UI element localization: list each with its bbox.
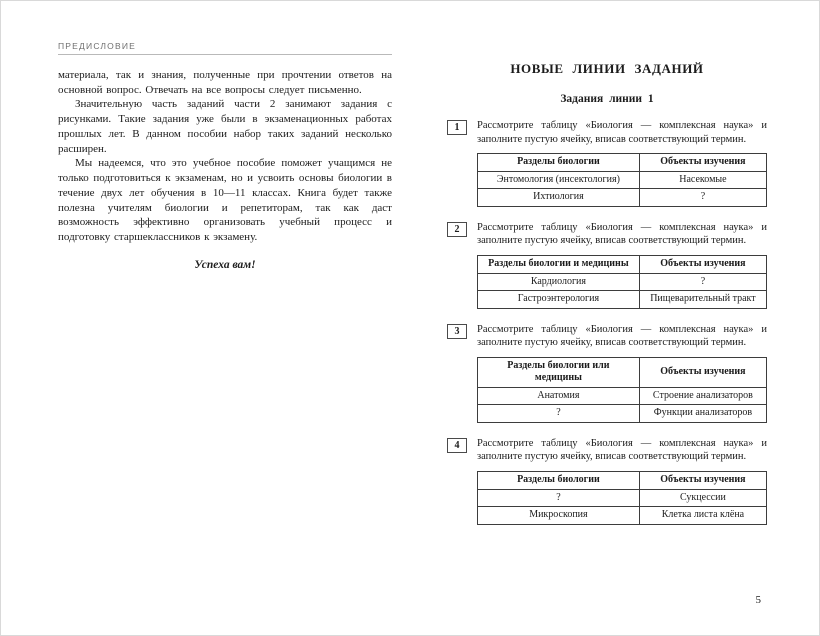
preface-signoff: Успеха вам! bbox=[194, 258, 256, 271]
table-cell: ? bbox=[639, 273, 766, 291]
table-cell: Строение анализаторов bbox=[639, 387, 766, 405]
left-column bbox=[58, 41, 392, 271]
task-prompt: Рассмотрите таблицу «Биология — комплексная наука» и заполните пустую ячейку, вписав соответствующий термин. bbox=[477, 437, 767, 463]
task-4 bbox=[447, 437, 767, 525]
table-cell: Микроскопия bbox=[478, 507, 640, 525]
table-cell: Насекомые bbox=[639, 171, 766, 189]
task-body bbox=[477, 437, 767, 525]
task-number: 3 bbox=[447, 324, 467, 339]
table-header-row bbox=[478, 154, 767, 172]
running-header: ПРЕДИСЛОВИЕ bbox=[58, 41, 137, 51]
table-cell: ? bbox=[639, 189, 766, 207]
table-cell: Сукцессии bbox=[639, 489, 766, 507]
task-table bbox=[477, 357, 767, 423]
right-column bbox=[447, 61, 767, 539]
table-row bbox=[478, 489, 767, 507]
table-header-cell: Разделы биологии и медицины bbox=[478, 256, 640, 274]
table-cell: Клетка листа клёна bbox=[639, 507, 766, 525]
table-row bbox=[478, 273, 767, 291]
table-cell: Гастроэнтерология bbox=[478, 291, 640, 309]
task-body bbox=[477, 119, 767, 207]
task-prompt: Рассмотрите таблицу «Биология — комплексная наука» и заполните пустую ячейку, вписав соответствующий термин. bbox=[477, 221, 767, 247]
table-header-cell: Объекты изучения bbox=[639, 154, 766, 172]
section-title: НОВЫЕ ЛИНИИ ЗАДАНИЙ bbox=[510, 61, 704, 76]
page-number: 5 bbox=[755, 594, 761, 606]
task-table bbox=[477, 153, 767, 207]
preface-paragraph: материала, так и знания, полученные при прочтении ответов на основной вопрос. Отвечать на все вопросы следует письменно. bbox=[58, 69, 392, 96]
task-body bbox=[477, 221, 767, 309]
header-rule bbox=[58, 54, 392, 55]
table-row bbox=[478, 189, 767, 207]
table-header-cell: Разделы биологии bbox=[478, 472, 640, 490]
table-header-cell: Разделы биологии или медицины bbox=[478, 357, 640, 387]
table-header-row bbox=[478, 472, 767, 490]
table-cell: Анатомия bbox=[478, 387, 640, 405]
task-body bbox=[477, 323, 767, 423]
table-row bbox=[478, 405, 767, 423]
table-row bbox=[478, 387, 767, 405]
table-cell: ? bbox=[478, 489, 640, 507]
task-table bbox=[477, 471, 767, 525]
table-cell: Энтомология (инсектология) bbox=[478, 171, 640, 189]
table-row bbox=[478, 507, 767, 525]
task-number: 1 bbox=[447, 120, 467, 135]
table-header-cell: Разделы биологии bbox=[478, 154, 640, 172]
table-header-row bbox=[478, 256, 767, 274]
table-row bbox=[478, 171, 767, 189]
task-prompt: Рассмотрите таблицу «Биология — комплексная наука» и заполните пустую ячейку, вписав соответствующий термин. bbox=[477, 323, 767, 349]
task-prompt: Рассмотрите таблицу «Биология — комплексная наука» и заполните пустую ячейку, вписав соответствующий термин. bbox=[477, 120, 767, 145]
table-cell: Пищеварительный тракт bbox=[639, 291, 766, 309]
table-header-row bbox=[478, 357, 767, 387]
subsection-title: Задания линии 1 bbox=[560, 93, 654, 105]
preface-paragraph: Мы надеемся, что это учебное пособие поможет учащимся не только подготовиться к экзаменам, но и усвоить основы биологии в течение двух лет обучения в 10—11 классах. Книга будет также полезна учителям биологии и репетиторам, так как даст возможность эффективно организовать учебный процесс и подготовку старшеклассников к экзамену. bbox=[58, 157, 392, 244]
table-cell: Функции анализаторов bbox=[639, 405, 766, 423]
task-table bbox=[477, 255, 767, 309]
preface-paragraph: Значительную часть заданий части 2 занимают задания с рисунками. Такие задания уже были в экзаменационных работах прошлых лет. В данном пособии набор таких заданий несколько расширен. bbox=[58, 98, 392, 155]
table-header-cell: Объекты изучения bbox=[639, 357, 766, 387]
table-cell: Ихтиология bbox=[478, 189, 640, 207]
table-cell: Кардиология bbox=[478, 273, 640, 291]
table-row bbox=[478, 291, 767, 309]
task-3 bbox=[447, 323, 767, 423]
task-1 bbox=[447, 119, 767, 207]
table-header-cell: Объекты изучения bbox=[639, 256, 766, 274]
task-number: 2 bbox=[447, 222, 467, 237]
table-cell: ? bbox=[478, 405, 640, 423]
task-number: 4 bbox=[447, 438, 467, 453]
table-header-cell: Объекты изучения bbox=[639, 472, 766, 490]
task-2 bbox=[447, 221, 767, 309]
